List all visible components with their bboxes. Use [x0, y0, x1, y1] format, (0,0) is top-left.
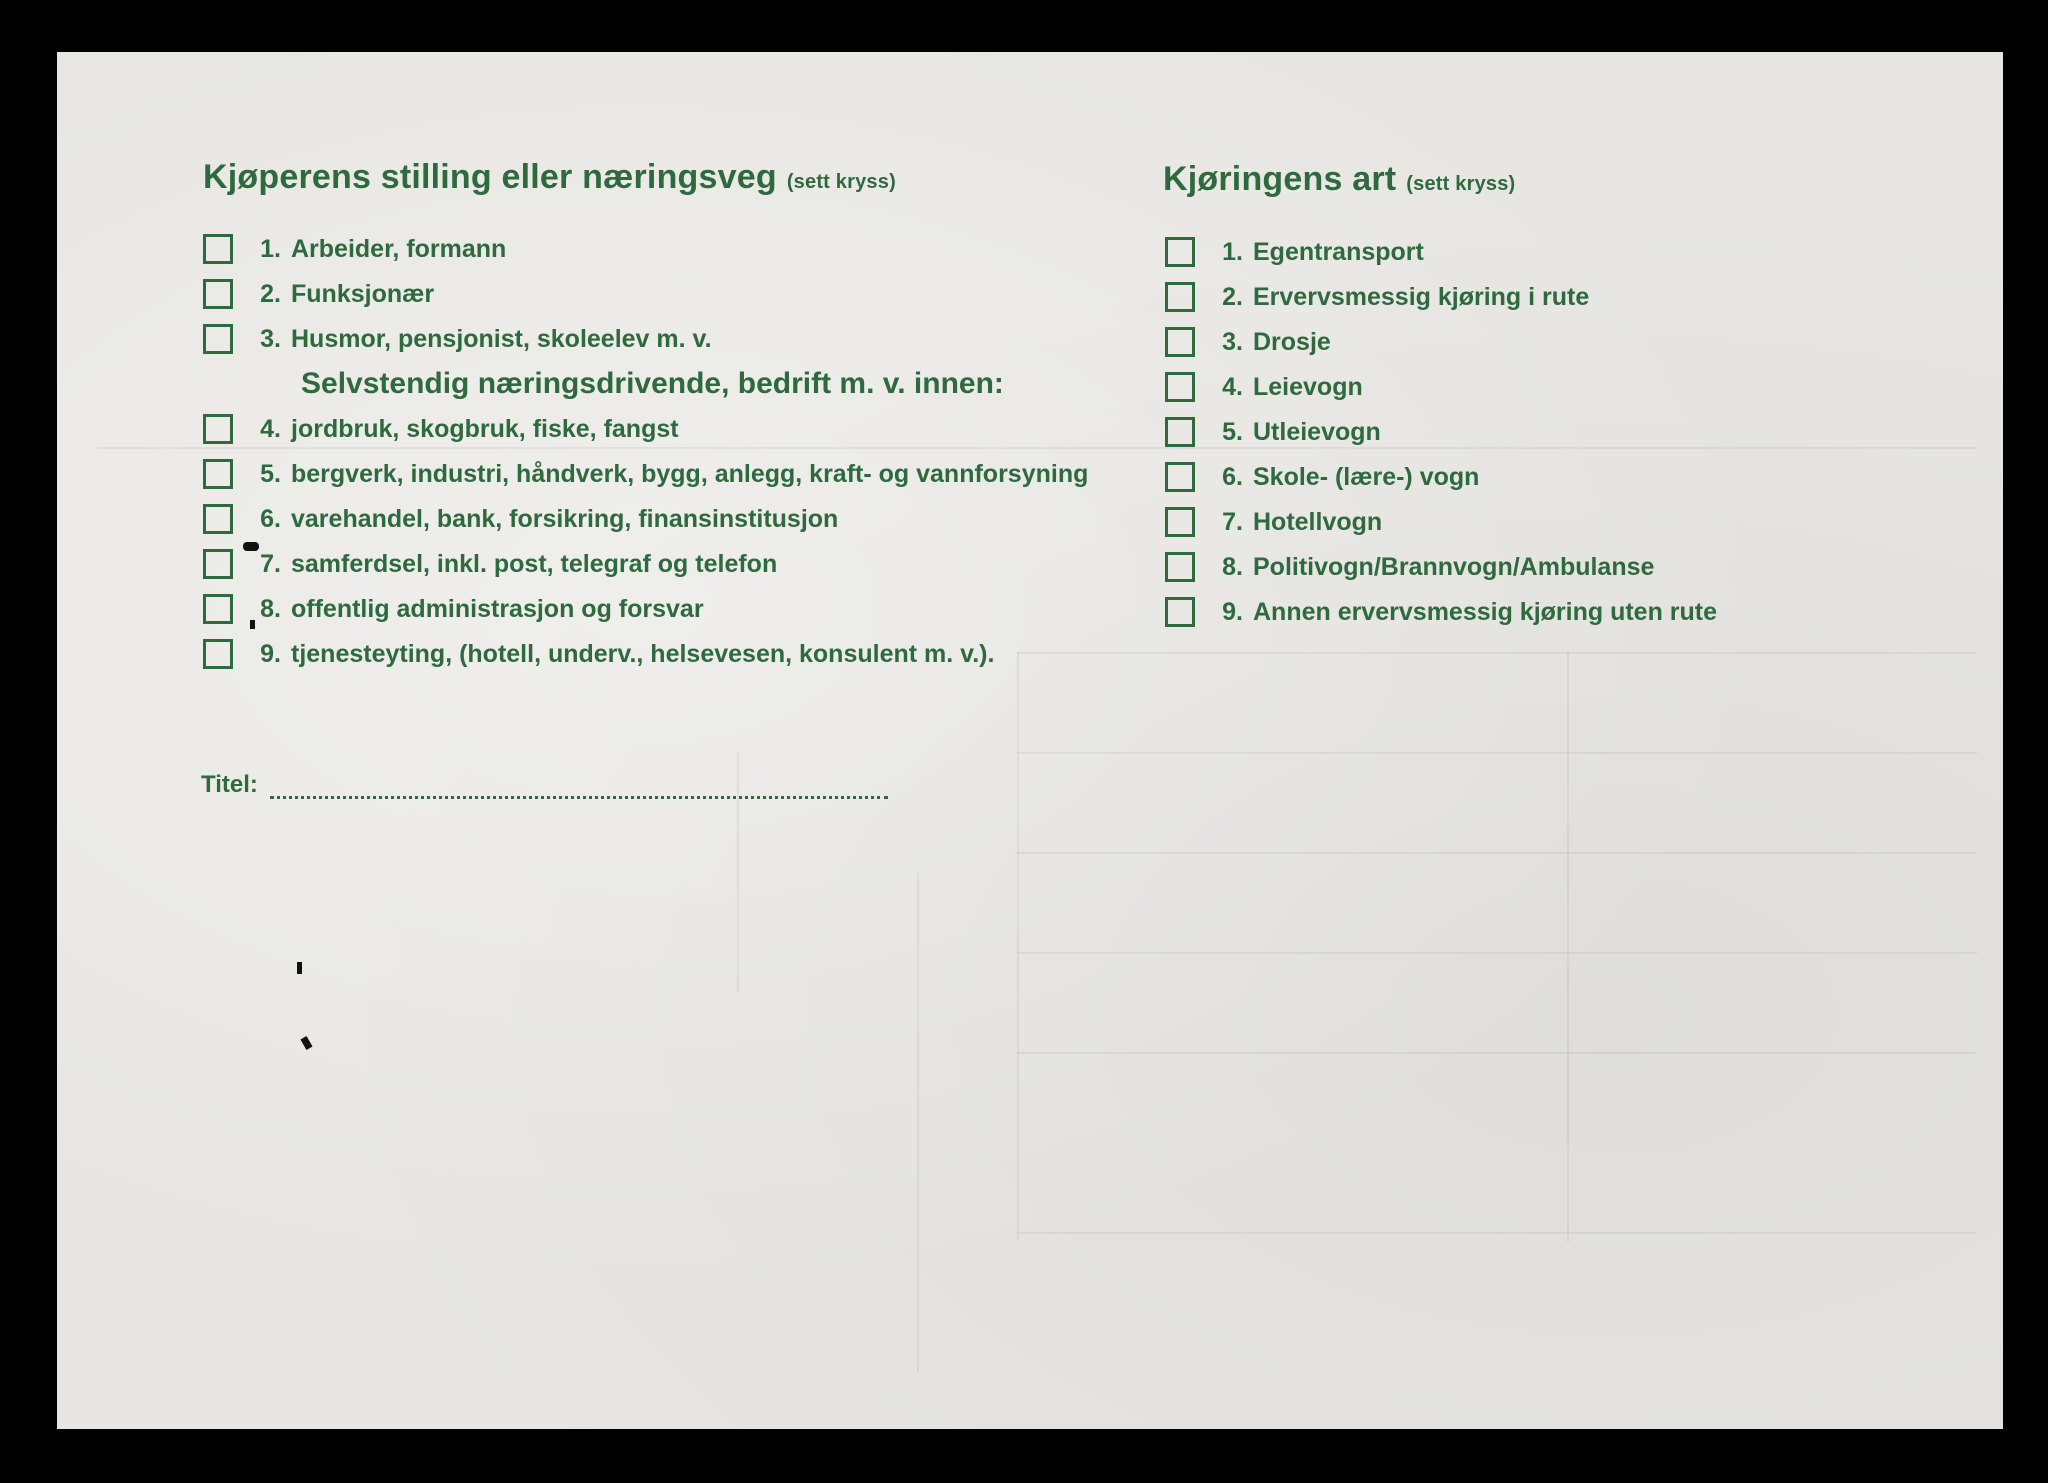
occupation-option-8[interactable] — [203, 590, 704, 628]
bleed-through-line — [1017, 652, 1977, 654]
buyer-occupation-heading — [203, 158, 896, 197]
occupation-option-7[interactable] — [203, 545, 777, 583]
option-label: tjenesteyting, (hotell, underv., helsevesen, konsulent m. v.). — [291, 639, 995, 668]
option-number: 4. — [1222, 372, 1243, 401]
option-number: 2. — [1222, 282, 1243, 311]
ink-speck — [243, 542, 259, 551]
option-number: 1. — [1222, 237, 1243, 266]
occupation-option-1[interactable] — [203, 230, 506, 268]
bleed-through-line — [1017, 1052, 1977, 1054]
option-label: Annen ervervsmessig kjøring uten rute — [1253, 597, 1718, 626]
driving-option-1[interactable] — [1165, 233, 1424, 271]
option-number: 4. — [260, 414, 281, 443]
heading-text: Kjøperens stilling eller næringsveg — [203, 158, 777, 196]
title-field-label: Titel: — [201, 771, 258, 798]
driving-option-6[interactable] — [1165, 458, 1479, 496]
option-number: 6. — [1222, 462, 1243, 491]
checkbox[interactable] — [203, 279, 233, 309]
driving-type-heading — [1163, 160, 1515, 199]
self-employed-subheading: Selvstendig næringsdrivende, bedrift m. v. innen: — [301, 367, 1004, 400]
option-label: Arbeider, formann — [291, 234, 507, 263]
option-label: Funksjonær — [291, 279, 435, 308]
option-label: Politivogn/Brannvogn/Ambulanse — [1253, 552, 1655, 581]
option-number: 9. — [260, 639, 281, 668]
driving-option-3[interactable] — [1165, 323, 1331, 361]
option-number: 3. — [260, 324, 281, 353]
option-number: 8. — [1222, 552, 1243, 581]
checkbox[interactable] — [203, 549, 233, 579]
checkbox[interactable] — [203, 324, 233, 354]
checkbox[interactable] — [1165, 327, 1195, 357]
checkbox[interactable] — [203, 594, 233, 624]
option-label: Husmor, pensjonist, skoleelev m. v. — [291, 324, 712, 353]
checkbox[interactable] — [203, 639, 233, 669]
bleed-through-line — [1017, 652, 1019, 1242]
checkbox[interactable] — [1165, 282, 1195, 312]
ink-speck — [300, 1036, 312, 1050]
occupation-option-3[interactable] — [203, 320, 712, 358]
checkbox[interactable] — [1165, 552, 1195, 582]
checkbox[interactable] — [203, 414, 233, 444]
bleed-through-line — [1017, 852, 1977, 854]
option-label: Hotellvogn — [1253, 507, 1383, 536]
option-label: varehandel, bank, forsikring, finansinstitusjon — [291, 504, 839, 533]
option-number: 9. — [1222, 597, 1243, 626]
checkbox[interactable] — [203, 459, 233, 489]
occupation-option-6[interactable] — [203, 500, 838, 538]
occupation-option-5[interactable] — [203, 455, 1088, 493]
driving-option-9[interactable] — [1165, 593, 1717, 631]
option-label: Utleievogn — [1253, 417, 1381, 446]
heading-hint: (sett kryss) — [786, 171, 896, 193]
bleed-through-line — [917, 872, 919, 1372]
option-number: 1. — [260, 234, 281, 263]
checkbox[interactable] — [1165, 417, 1195, 447]
bleed-through-line — [1017, 952, 1977, 954]
ink-speck — [250, 620, 255, 629]
option-number: 5. — [1222, 417, 1243, 446]
driving-option-8[interactable] — [1165, 548, 1654, 586]
option-label: Leievogn — [1253, 372, 1363, 401]
checkbox[interactable] — [1165, 507, 1195, 537]
ink-speck — [297, 962, 302, 974]
occupation-option-2[interactable] — [203, 275, 434, 313]
occupation-option-9[interactable] — [203, 635, 994, 673]
driving-option-2[interactable] — [1165, 278, 1589, 316]
checkbox[interactable] — [203, 234, 233, 264]
option-number: 8. — [260, 594, 281, 623]
option-label: samferdsel, inkl. post, telegraf og telefon — [291, 549, 778, 578]
option-number: 2. — [260, 279, 281, 308]
option-label: Egentransport — [1253, 237, 1424, 266]
option-number: 7. — [1222, 507, 1243, 536]
option-number: 6. — [260, 504, 281, 533]
option-label: bergverk, industri, håndverk, bygg, anlegg, kraft- og vannforsyning — [291, 459, 1089, 488]
checkbox[interactable] — [1165, 462, 1195, 492]
option-label: Drosje — [1253, 327, 1331, 356]
driving-option-5[interactable] — [1165, 413, 1381, 451]
title-field-line[interactable] — [270, 778, 888, 799]
option-label: Skole- (lære-) vogn — [1253, 462, 1480, 491]
driving-option-4[interactable] — [1165, 368, 1363, 406]
option-label: offentlig administrasjon og forsvar — [291, 594, 704, 623]
driving-option-7[interactable] — [1165, 503, 1382, 541]
option-label: jordbruk, skogbruk, fiske, fangst — [291, 414, 679, 443]
bleed-through-line — [1017, 1232, 1977, 1234]
checkbox[interactable] — [1165, 372, 1195, 402]
option-number: 5. — [260, 459, 281, 488]
checkbox[interactable] — [1165, 597, 1195, 627]
checkbox[interactable] — [203, 504, 233, 534]
heading-hint: (sett kryss) — [1406, 173, 1516, 195]
bleed-through-line — [1017, 752, 1977, 754]
option-number: 3. — [1222, 327, 1243, 356]
form-sheet — [57, 52, 2003, 1429]
bleed-through-line — [1567, 652, 1569, 1242]
occupation-option-4[interactable] — [203, 410, 679, 448]
checkbox[interactable] — [1165, 237, 1195, 267]
title-field[interactable] — [201, 771, 888, 799]
option-label: Ervervsmessig kjøring i rute — [1253, 282, 1590, 311]
option-number: 7. — [260, 549, 281, 578]
heading-text: Kjøringens art — [1163, 160, 1397, 198]
